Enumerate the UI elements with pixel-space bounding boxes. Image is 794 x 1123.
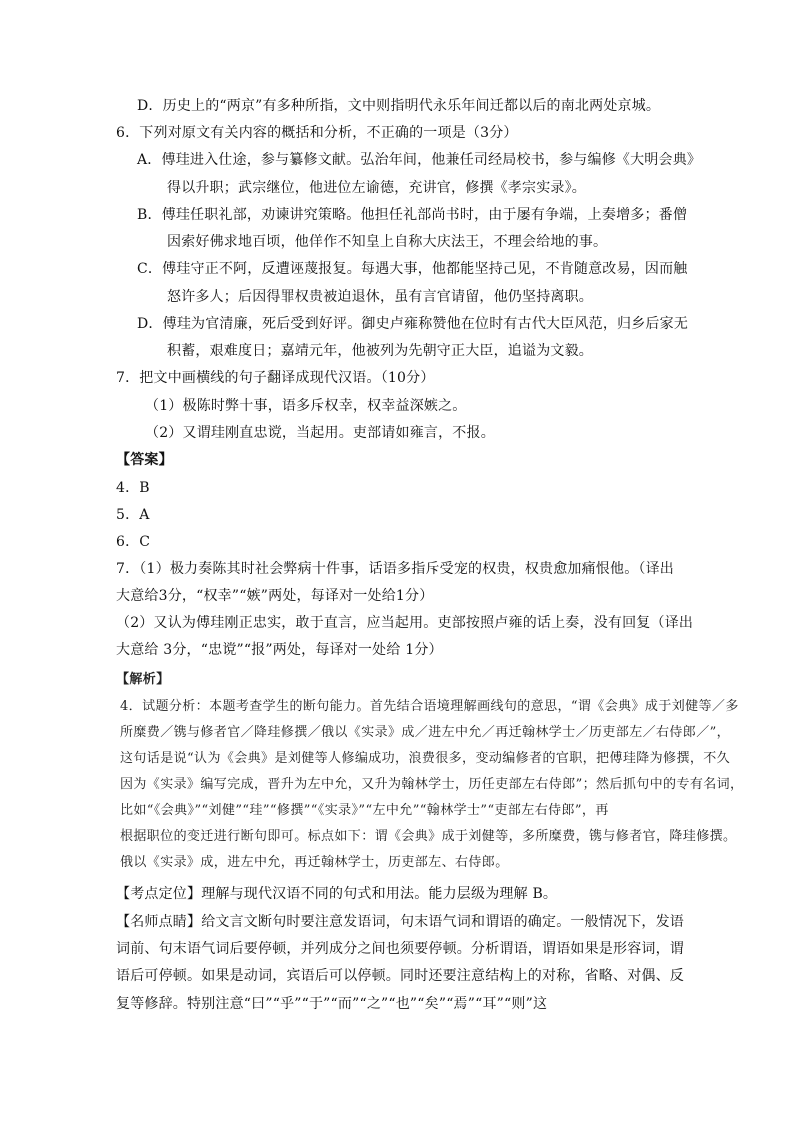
analysis-line: 4．试题分析：本题考查学生的断句能力。首先结合语境理解画线句的意思，“谓《会典》成于刘健等／多 (120, 699, 739, 714)
analysis-header: 【解析】 (116, 672, 170, 687)
q5-option-d: D．历史上的“两京”有多种所指，文中则指明代永乐年间迁都以后的南北两处京城。 (137, 98, 661, 114)
analysis-line: 因为《实录》编写完成，晋升为左中允，又升为翰林学士，历任吏部左右侍郎”；然后抓句中的专有名词， (120, 777, 744, 792)
analysis-line: 俄以《实录》成，进左中允，再迁翰林学士，历吏部左、右侍郎。 (120, 855, 509, 870)
analysis-line: 比如“《会典》”“刘健”“珪”“修撰”“《实录》”“左中允”“翰林学士”“吏部左右侍郎”，再 (120, 803, 609, 818)
answer-4: 4．B (116, 480, 150, 496)
mingshi-line: 复等修辞。特别注意“曰”“乎”“于”“而”“之”“也”“矣”“焉”“耳”“则”这 (116, 996, 548, 1012)
mingshi-line: 语后可停顿。如果是动词，宾语后可以停顿。同时还要注意结构上的对称，省略、对偶、反 (116, 968, 684, 984)
q6-option-a-line1: A．傅珪进入仕途，参与纂修文献。弘治年间，他兼任司经局校书，参与编修《大明会典》 (137, 152, 702, 168)
q6-option-c-line1: C．傅珪守正不阿，反遭诬蔑报复。每遇大事，他都能坚持己见，不肯随意改易，因而触 (137, 261, 688, 277)
answer-header: 【答案】 (116, 452, 173, 468)
q6-option-c-line2: 怒许多人；后因得罪权贵被迫退休，虽有言官请留，他仍坚持离职。 (167, 289, 593, 305)
analysis-line: 这句话是说“认为《会典》是刘健等人修编成功，浪费很多，变动编修者的官职，把傅珪降为修撰，不久 (120, 751, 731, 766)
q6-option-a-line2: 得以升职；武宗继位，他进位左谕德，充讲官，修撰《孝宗实录》。 (167, 180, 586, 196)
mingshi-line: 【名师点睛】给文言文断句时要注意发语词，句末语气词和谓语的确定。一般情况下，发语 (116, 914, 684, 930)
answer-5: 5．A (116, 507, 150, 523)
analysis-line: 所糜费／镌与修者官／降珪修撰／俄以《实录》成／进左中允／再迁翰林学士／历吏部左／右侍郎／”， (120, 725, 731, 740)
mingshi-line: 词前、句末语气词后要停顿，并列成分之间也须要停顿。分析谓语，谓语如果是形容词，谓 (116, 941, 684, 957)
q6-option-b-line2: 因索好佛求地百顷，他佯作不知皇上自称大庆法王，不理会给地的事。 (167, 234, 608, 250)
answer-6: 6．C (116, 534, 151, 550)
q7-sentence-2: （2）又谓珪刚直忠谠，当起用。吏部请如雍言，不报。 (145, 425, 495, 441)
answer-7-1-line2: 大意给3分，“权幸”“嫉”两处，每译对一处给1分） (116, 588, 434, 604)
q7-sentence-1: （1）极陈时弊十事，语多斥权幸，权幸益深嫉之。 (145, 398, 467, 414)
analysis-line: 根据职位的变迁进行断句即可。标点如下：谓《会典》成于刘健等，多所糜费，镌与修者官，降珪修撰。 (120, 829, 737, 844)
q7-stem: 7．把文中画横线的句子翻译成现代汉语。（10分） (116, 370, 435, 386)
kaodian-note: 【考点定位】理解与现代汉语不同的句式和用法。能力层级为理解 B。 (116, 886, 558, 902)
q6-option-d-line2: 积蓄，艰难度日；嘉靖元年，他被列为先朝守正大臣，追谥为文毅。 (167, 343, 593, 359)
q6-option-d-line1: D．傅珪为官清廉，死后受到好评。御史卢雍称赞他在位时有古代大臣风范，归乡后家无 (137, 316, 689, 332)
answer-7-2-line2: 大意给 3分，“忠谠”“报”两处，每译对一处给 1分） (116, 642, 443, 658)
answer-7-1-line1: 7．（1）极力奏陈其时社会弊病十件事，话语多指斥受宠的权贵，权贵愈加痛恨他。（译出 (116, 561, 675, 577)
answer-7-2-line1: （2）又认为傅珪刚正忠实，敢于直言，应当起用。吏部按照卢雍的话上奏，没有回复（译出 (116, 615, 694, 631)
q6-stem: 6．下列对原文有关内容的概括和分析，不正确的一项是（3分） (116, 125, 518, 141)
q6-option-b-line1: B．傅珪任职礼部，劝谏讲究策略。他担任礼部尚书时，由于屡有争端，上奏增多；番僧 (137, 207, 688, 223)
